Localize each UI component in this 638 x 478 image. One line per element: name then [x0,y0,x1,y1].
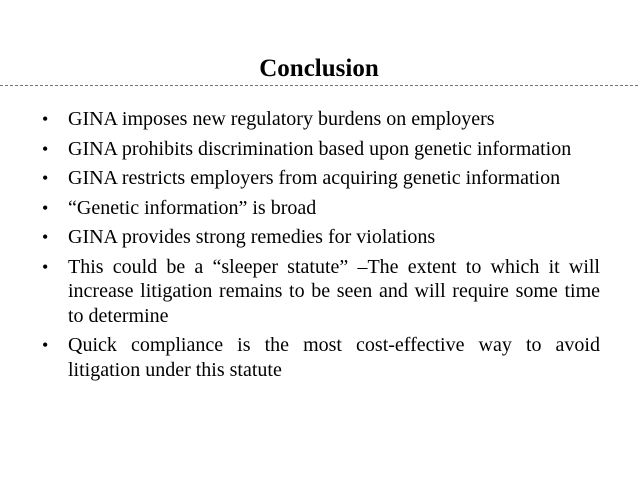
bullet-list [0,107,638,387]
bullet-text: Quick compliance is the most cost-effective way to avoid litigation under this statute [68,334,600,381]
bullet-item [0,137,638,162]
bullet-dot-icon: • [42,335,49,355]
bullet-dot-icon: • [42,197,49,218]
bullet-item [0,255,638,329]
bullet-item [0,107,638,132]
bullet-text: “Genetic information” is broad [68,196,317,219]
bullet-dot-icon: • [42,168,49,188]
bullet-item [0,196,638,221]
bullet-text: GINA prohibits discrimination based upon genetic information [68,137,572,160]
bullet-item [0,225,638,250]
bullet-item [0,333,638,382]
bullet-text: GINA provides strong remedies for violations [68,226,436,248]
title-divider [0,85,638,86]
bullet-item [0,166,638,191]
slide-title: Conclusion [259,55,379,82]
bullet-dot-icon: • [42,109,49,129]
bullet-text: GINA imposes new regulatory burdens on employers [68,108,495,130]
bullet-dot-icon: • [42,227,49,247]
bullet-dot-icon: • [42,138,49,159]
bullet-text: GINA restricts employers from acquiring genetic information [68,167,561,189]
bullet-dot-icon: • [42,256,49,277]
bullet-text: This could be a “sleeper statute” –The extent to which it will increase litigation remains to be seen and will require some time to determine [68,255,600,327]
